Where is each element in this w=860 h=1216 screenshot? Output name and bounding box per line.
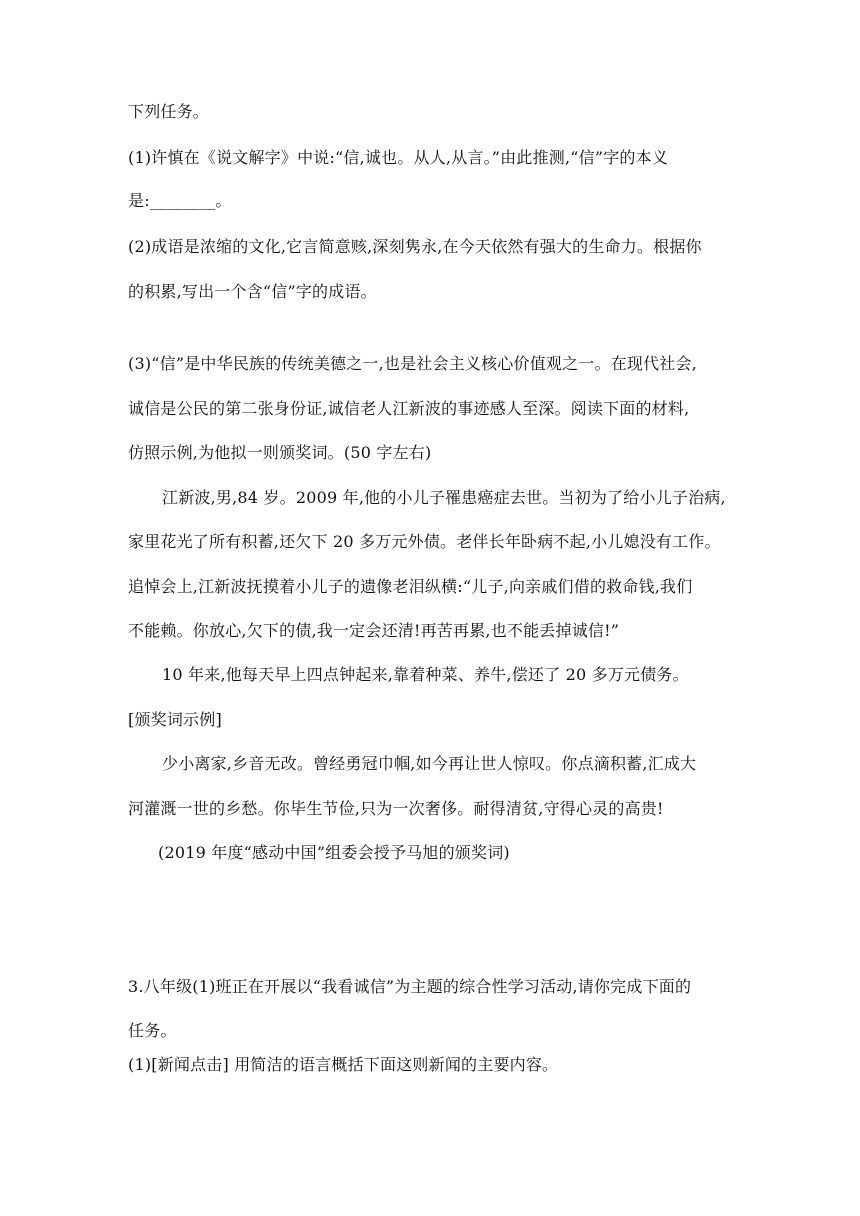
text-line: 江新波,男,84 岁。2009 年,他的小儿子罹患癌症去世。当初为了给小儿子治病, — [162, 488, 726, 507]
text-line: 是:________。 — [128, 191, 232, 210]
text-line: [颁奖词示例] — [128, 710, 222, 729]
text-line: 河灌溉一世的乡愁。你毕生节俭,只为一次奢侈。耐得清贫,守得心灵的高贵! — [128, 799, 664, 818]
text-line: 仿照示例,为他拟一则颁奖词。(50 字左右) — [128, 443, 432, 462]
text-line: (1)许慎在《说文解字》中说:“信,诚也。从人,从言。”由此推测,“信”字的本义 — [128, 148, 669, 167]
text-line: 下列任务。 — [128, 102, 210, 121]
text-line: 的积累,写出一个含“信”字的成语。 — [128, 282, 377, 301]
text-line: (1)[新闻点击] 用简洁的语言概括下面这则新闻的主要内容。 — [128, 1055, 559, 1074]
text-line: 家里花光了所有积蓄,还欠下 20 多万元外债。老伴长年卧病不起,小儿媳没有工作。 — [128, 532, 721, 551]
text-line: 诚信是公民的第二张身份证,诚信老人江新波的事迹感人至深。阅读下面的材料, — [128, 399, 690, 418]
text-line: 任务。 — [128, 1021, 177, 1040]
text-line: 追悼会上,江新波抚摸着小儿子的遗像老泪纵横:“儿子,向亲戚们借的救命钱,我们 — [128, 577, 693, 596]
text-line: (3)“信”是中华民族的传统美德之一,也是社会主义核心价值观之一。在现代社会, — [128, 354, 697, 373]
text-line: 3.八年级(1)班正在开展以“我看诚信”为主题的综合性学习活动,请你完成下面的 — [128, 977, 692, 996]
text-line: (2019 年度“感动中国”组委会授予马旭的颁奖词) — [158, 843, 510, 862]
text-line: 不能赖。你放心,欠下的债,我一定会还清!再苦再累,也不能丢掉诚信!” — [128, 621, 620, 640]
text-line: (2)成语是浓缩的文化,它言简意赅,深刻隽永,在今天依然有强大的生命力。根据你 — [128, 237, 702, 256]
text-line: 少小离家,乡音无改。曾经勇冠巾帼,如今再让世人惊叹。你点滴积蓄,汇成大 — [162, 754, 697, 773]
text-line: 10 年来,他每天早上四点钟起来,靠着种菜、养牛,偿还了 20 多万元债务。 — [162, 665, 689, 684]
